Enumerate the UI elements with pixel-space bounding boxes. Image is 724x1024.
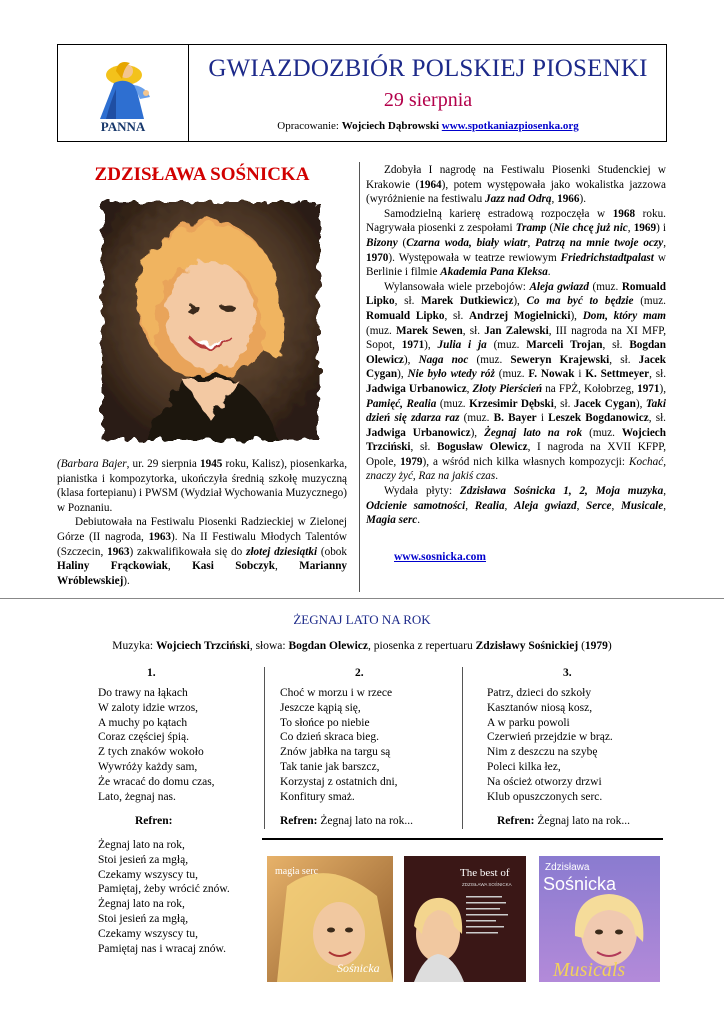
lyric-line: Poleci kilka łez,: [487, 760, 561, 773]
refrain-lines: [98, 838, 278, 956]
lyric-line: Czerwień przejdzie w brąz.: [487, 731, 613, 744]
credits-prefix: Opracowanie:: [277, 120, 342, 132]
verse-divider: [462, 667, 463, 829]
cover3-text1: Zdzisława: [545, 862, 590, 873]
song-title: ŻEGNAJ LATO NA ROK: [293, 612, 431, 627]
lyric-line: Coraz częściej śpią.: [98, 731, 189, 744]
cover2-title: The best of: [460, 867, 510, 879]
lyric-line: Do trawy na łąkach: [98, 687, 188, 699]
bio-right-paragraph: Samodzielną karierę estradową rozpoczęła w 1968 roku. Nagrywała piosenki z zespołami Tramp (Nie chcę już nic, 1969) i Bizony (Czarna woda, biały wiatr, Patrzą na mnie twoje oczy, 1970). Występowała w teatrze rewiowym Friedrichstadtpalast w Berlinie i filmie Akademia Pana Kleksa.: [366, 207, 666, 279]
biography-left: [57, 457, 347, 588]
credits-line: [189, 120, 667, 132]
lyric-line: Choć w morzu i w rzece: [280, 687, 393, 699]
bio-left-paragraph: (Barbara Bajer, ur. 29 sierpnia 1945 roku, Kalisz), piosenkarka, pianistka i kompozytorka, ukończyła średnią szkołę muzyczną (klasa fortepianu) i PWSM (Wydział Wychowania Muzycznego) w Poznaniu.: [57, 458, 347, 514]
verse-number: 2.: [355, 667, 364, 679]
lyric-line: Żegnaj lato na rok,: [98, 839, 185, 851]
section-separator: [0, 598, 724, 599]
lyric-line: Klub opuszczonych serc.: [487, 790, 603, 803]
cover1-signature: Sośnicka: [337, 961, 380, 975]
verse-1-lines: [98, 686, 258, 804]
album-cover-musicals: [539, 856, 660, 982]
artist-website-link[interactable]: www.sosnicka.com: [394, 551, 487, 563]
lyric-line: Czekamy wszyscy tu,: [98, 927, 198, 940]
date-heading: 29 sierpnia: [383, 89, 473, 111]
bio-left-paragraph: Debiutowała na Festiwalu Piosenki Radzieckiej w Zielonej Górze (II nagroda, 1963). Na II Festiwalu Młodych Talentów (Szczecin, 1963) zakwalifikowała się do złotej dziesiątki (obok Haliny Frąckowiak, Kasi Sobczyk, Marianny Wróblewskiej).: [57, 516, 348, 587]
lyric-line: Pamiętaj nas i wracaj znów.: [98, 942, 226, 955]
cover2-subtitle: ZDZISŁAWA SOŚNICKA: [462, 882, 512, 887]
bio-right-paragraph: Zdobyła I nagrodę na Festiwalu Piosenki Studenckiej w Krakowie (1964), potem występowała jako wokalistka jazzowa (wyróżnienie na festiwalu Jazz nad Odrą, 1966).: [366, 164, 666, 206]
lyric-line: A w parku powoli: [487, 716, 570, 729]
lyric-line: Na oścież otworzy drzwi: [487, 775, 602, 788]
lyric-line: Korzystaj z ostatnich dni,: [280, 775, 398, 788]
cover3-text3: Musicals: [553, 959, 626, 981]
biography-right: [366, 163, 666, 528]
credits-url-link[interactable]: www.spotkaniazpiosenka.org: [441, 120, 579, 132]
lyric-line: Znów jabłka na targu są: [280, 746, 391, 759]
refrain-label: Refren:: [135, 815, 173, 827]
lyric-line: Konfitury smaż.: [280, 790, 355, 803]
verse-2-lines: [280, 686, 455, 804]
lyric-line: To słońce po niebie: [280, 716, 370, 729]
lyric-line: Że wracać do domu czas,: [98, 775, 215, 788]
refrain-text: Żegnaj lato na rok...: [537, 815, 630, 827]
credits-author: Wojciech Dąbrowski: [341, 120, 440, 132]
song-credits: Muzyka: Wojciech Trzciński, słowa: Bogdan Olewicz, piosenka z repertuaru Zdzisławy Sośnickiej (1979): [112, 640, 612, 652]
refrain-label: Refren:: [497, 815, 535, 827]
cover3-text2: Sośnicka: [543, 874, 617, 894]
lyric-line: Stoi jesień za mgłą,: [98, 912, 189, 925]
verse-number: 3.: [563, 667, 572, 679]
lyric-line: Żegnaj lato na rok,: [98, 898, 185, 911]
verse-divider: [264, 667, 265, 829]
lyric-line: Stoi jesień za mgłą,: [98, 853, 189, 866]
lyric-line: Jeszcze kąpią się,: [280, 701, 361, 714]
lyric-line: Nim z deszczu na szybę: [487, 746, 598, 759]
artist-name: ZDZISŁAWA SOŚNICKA: [94, 164, 310, 185]
lyric-line: Wywróży każdy sam,: [98, 760, 198, 773]
header-box: [57, 44, 667, 142]
refrain-short-2: [280, 815, 413, 827]
lyric-line: Lato, żegnaj nas.: [98, 790, 176, 803]
lyric-line: Kasztanów niosą kosz,: [487, 701, 593, 714]
lyric-line: Patrz, dzieci do szkoły: [487, 687, 592, 699]
album-cover-magia-serc: [267, 856, 393, 982]
covers-top-rule: [262, 838, 663, 840]
artist-portrait: [88, 190, 333, 452]
refrain-text: Żegnaj lato na rok...: [320, 815, 413, 827]
page-title: GWIAZDOZBIÓR POLSKIEJ PIOSENKI: [208, 55, 648, 82]
verse-3-lines: [487, 686, 662, 804]
lyric-line: W zaloty idzie wrzos,: [98, 701, 199, 714]
lyric-line: Z tych znaków wokoło: [98, 746, 204, 759]
bio-right-paragraph: Wydała płyty: Zdzisława Sośnicka 1, 2, Moja muzyka, Odcienie samotności, Realia, Aleja gwiazd, Serce, Musicale, Magia serc.: [366, 485, 667, 527]
lyric-line: Tak tanie jak barszcz,: [280, 760, 380, 773]
lyric-line: Pamiętaj, żeby wrócić znów.: [98, 883, 230, 896]
lyric-line: A muchy po kątach: [98, 716, 188, 729]
bio-right-paragraph: Wylansowała wiele przebojów: Aleja gwiazd (muz. Romuald Lipko, sł. Marek Dutkiewicz), Co ma być to będzie (muz. Romuald Lipko, sł. Andrzej Mogielnicki), Dom, który mam (muz. Marek Sewen, sł. Jan Zalewski, III nagroda na XI MFP, Sopot, 1971), Julia i ja (muz. Marceli Trojan, sł. Bogdan Olewicz), Naga noc (muz. Seweryn Krajewski, sł. Jacek Cygan), Nie było wtedy róż (muz. F. Nowak i K. Settmeyer, sł. Jadwiga Urbanowicz, Złoty Pierścień na FPŻ, Kołobrzeg, 1971), Pamięć, Realia (muz. Krzesimir Dębski, sł. Jacek Cygan), Taki dzień się zdarza raz (muz. B. Bayer i Leszek Bogdanowicz, sł. Jadwiga Urbanowicz), Żegnaj lato na rok (muz. Wojciech Trzciński, sł. Bogusław Olewicz, I nagroda na XVII KFPP, Opole, 1979), a wśród nich kilka własnych kompozycji: Kochać, znaczy żyć, Raz na jakiś czas.: [366, 280, 667, 483]
lyric-line: Czekamy wszyscy tu,: [98, 868, 198, 881]
lyric-line: Co dzień skraca bieg.: [280, 731, 379, 744]
virgo-figure-icon: [86, 53, 158, 125]
column-divider: [359, 162, 360, 592]
cover1-title: magia serc: [275, 866, 319, 877]
zodiac-sign-label: PANNA: [100, 119, 146, 134]
verse-number: 1.: [147, 667, 156, 679]
refrain-short-3: [497, 815, 630, 827]
refrain-label: Refren:: [280, 815, 318, 827]
album-cover-the-best-of: [404, 856, 526, 982]
